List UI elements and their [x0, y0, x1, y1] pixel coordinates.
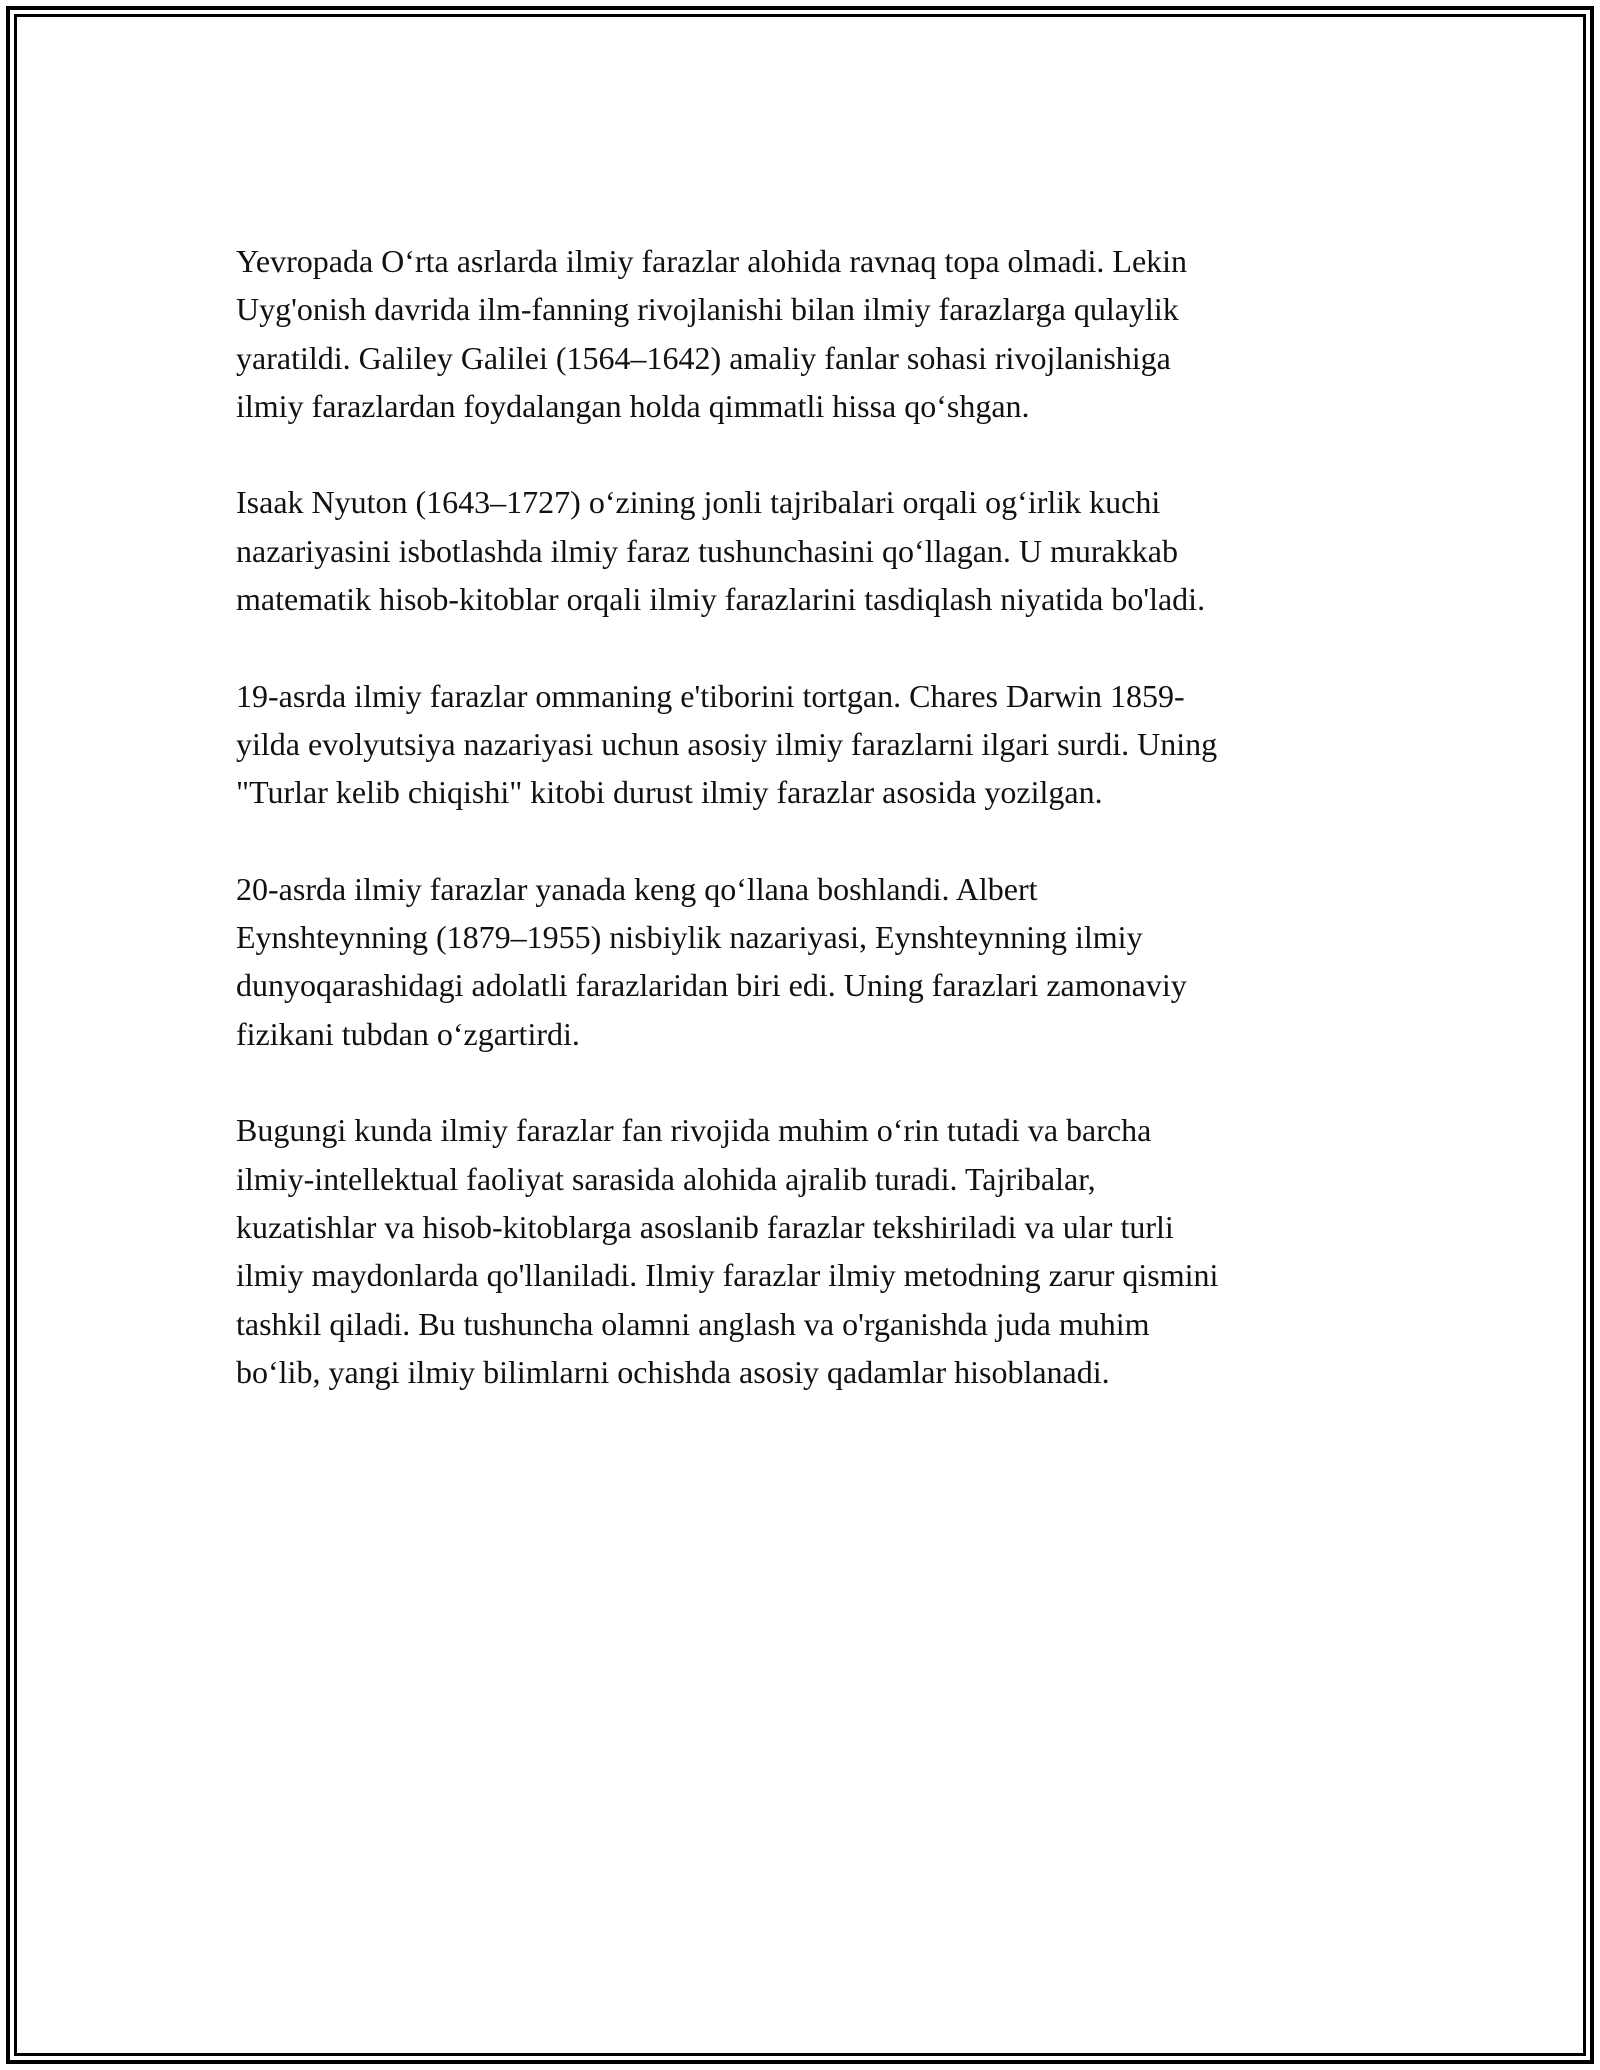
- text-line: yaratildi. Galiley Galilei (1564–1642) amaliy fanlar sohasi rivojlanishiga: [236, 339, 1171, 376]
- text-line: Uyg'onish davrida ilm-fanning rivojlanishi bilan ilmiy farazlarga qulaylik: [236, 291, 1179, 328]
- text-line: ilmiy farazlardan foydalangan holda qimmatli hissa qo‘shgan.: [236, 387, 1030, 424]
- paragraph-renaissance: [236, 237, 1366, 430]
- paragraph-newton: [236, 478, 1366, 623]
- paragraph-today: [236, 1106, 1366, 1396]
- text-line: tashkil qiladi. Bu tushuncha olamni anglash va o'rganishda juda muhim: [236, 1305, 1150, 1342]
- text-line: 19-asrda ilmiy farazlar ommaning e'tiborini tortgan. Chares Darwin 1859-: [236, 677, 1185, 714]
- paragraph-einstein: [236, 865, 1366, 1058]
- text-line: Yevropada O‘rta asrlarda ilmiy farazlar alohida ravnaq topa olmadi. Lekin: [236, 243, 1188, 279]
- paragraph-darwin: [236, 672, 1366, 817]
- text-line: Eynshteynning (1879–1955) nisbiylik nazariyasi, Eynshteynning ilmiy: [236, 919, 1143, 956]
- text-line: kuzatishlar va hisob-kitoblarga asoslanib farazlar tekshiriladi va ular turli: [236, 1208, 1174, 1245]
- text-line: fizikani tubdan o‘zgartirdi.: [236, 1015, 580, 1052]
- text-line: dunyoqarashidagi adolatli farazlaridan biri edi. Uning farazlari zamonaviy: [236, 967, 1187, 1004]
- text-line: 20-asrda ilmiy farazlar yanada keng qo‘llana boshlandi. Albert: [236, 870, 1038, 907]
- text-line: Isaak Nyuton (1643–1727) o‘zining jonli tajribalari orqali og‘irlik kuchi: [236, 484, 1161, 521]
- text-line: bo‘lib, yangi ilmiy bilimlarni ochishda asosiy qadamlar hisoblanadi.: [236, 1353, 1110, 1390]
- text-line: Bugungi kunda ilmiy farazlar fan rivojida muhim o‘rin tutadi va barcha: [236, 1112, 1152, 1149]
- text-line: ilmiy-intellektual faoliyat sarasida alohida ajralib turadi. Tajribalar,: [236, 1160, 1096, 1197]
- text-line: ilmiy maydonlarda qo'llaniladi. Ilmiy farazlar ilmiy metodning zarur qismini: [236, 1257, 1219, 1294]
- text-line: nazariyasini isbotlashda ilmiy faraz tushunchasini qo‘llagan. U murakkab: [236, 532, 1178, 569]
- text-line: yilda evolyutsiya nazariyasi uchun asosiy ilmiy farazlarni ilgari surdi. Uning: [236, 725, 1218, 762]
- text-line: "Turlar kelib chiqishi" kitobi durust ilmiy farazlar asosida yozilgan.: [236, 774, 1103, 811]
- document-body: [236, 237, 1366, 1444]
- text-line: matematik hisob-kitoblar orqali ilmiy farazlarini tasdiqlash niyatida bo'ladi.: [236, 581, 1206, 618]
